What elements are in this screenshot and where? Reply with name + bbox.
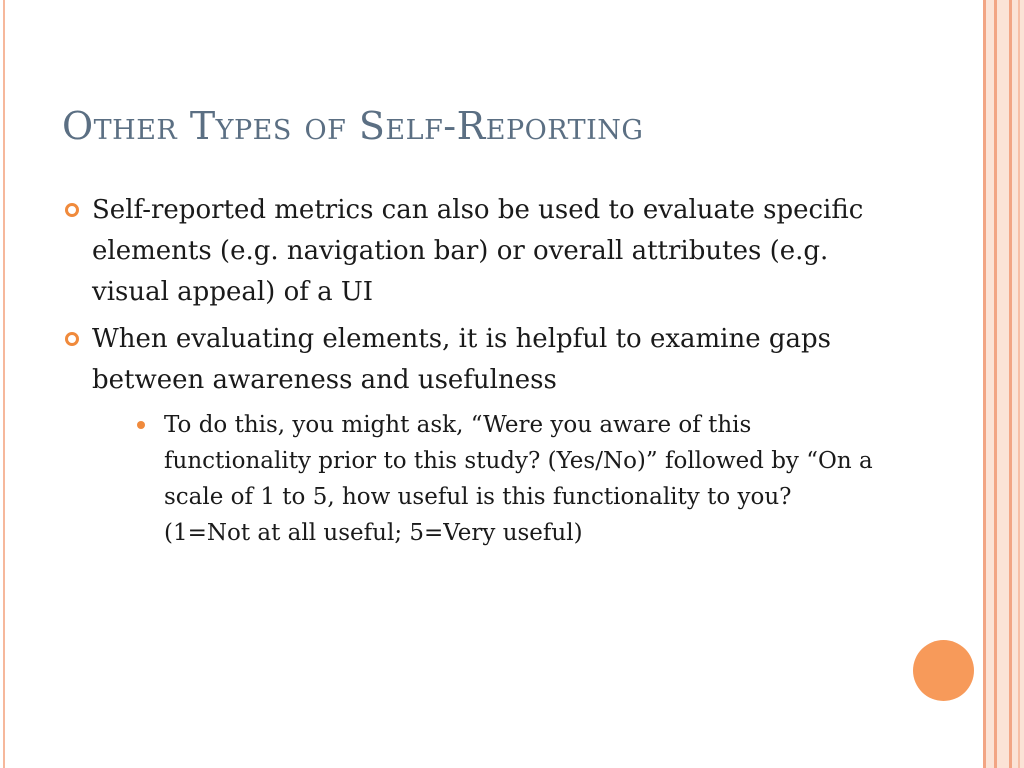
bullet-text: Self-reported metrics can also be used to evaluate specific elements (e.g. navigation bar) or overall attributes (e.g. visual appeal) of a UI — [92, 195, 864, 307]
slide-body — [62, 190, 892, 557]
bullet-item — [62, 190, 892, 313]
sub-bullet-item — [132, 407, 884, 551]
decorative-circle — [913, 640, 974, 701]
dot-bullet-icon — [137, 421, 145, 429]
right-stripe — [983, 0, 986, 768]
bullet-item — [62, 319, 892, 551]
left-border-line — [3, 0, 5, 768]
slide-title: Other Types of Self-Reporting — [62, 104, 644, 148]
ring-bullet-icon — [65, 332, 79, 346]
bullet-text: When evaluating elements, it is helpful to examine gaps between awareness and usefulness — [92, 324, 832, 395]
ring-bullet-icon — [65, 203, 79, 217]
right-stripe — [994, 0, 997, 768]
right-stripe — [1018, 0, 1020, 768]
sub-bullet-text: To do this, you might ask, “Were you aware of this functionality prior to this study? (Yes/No)” followed by “On a scale of 1 to 5, how useful is this functionality to you? (1=Not at all useful; 5=Very useful) — [164, 412, 873, 546]
right-stripe — [1009, 0, 1012, 768]
